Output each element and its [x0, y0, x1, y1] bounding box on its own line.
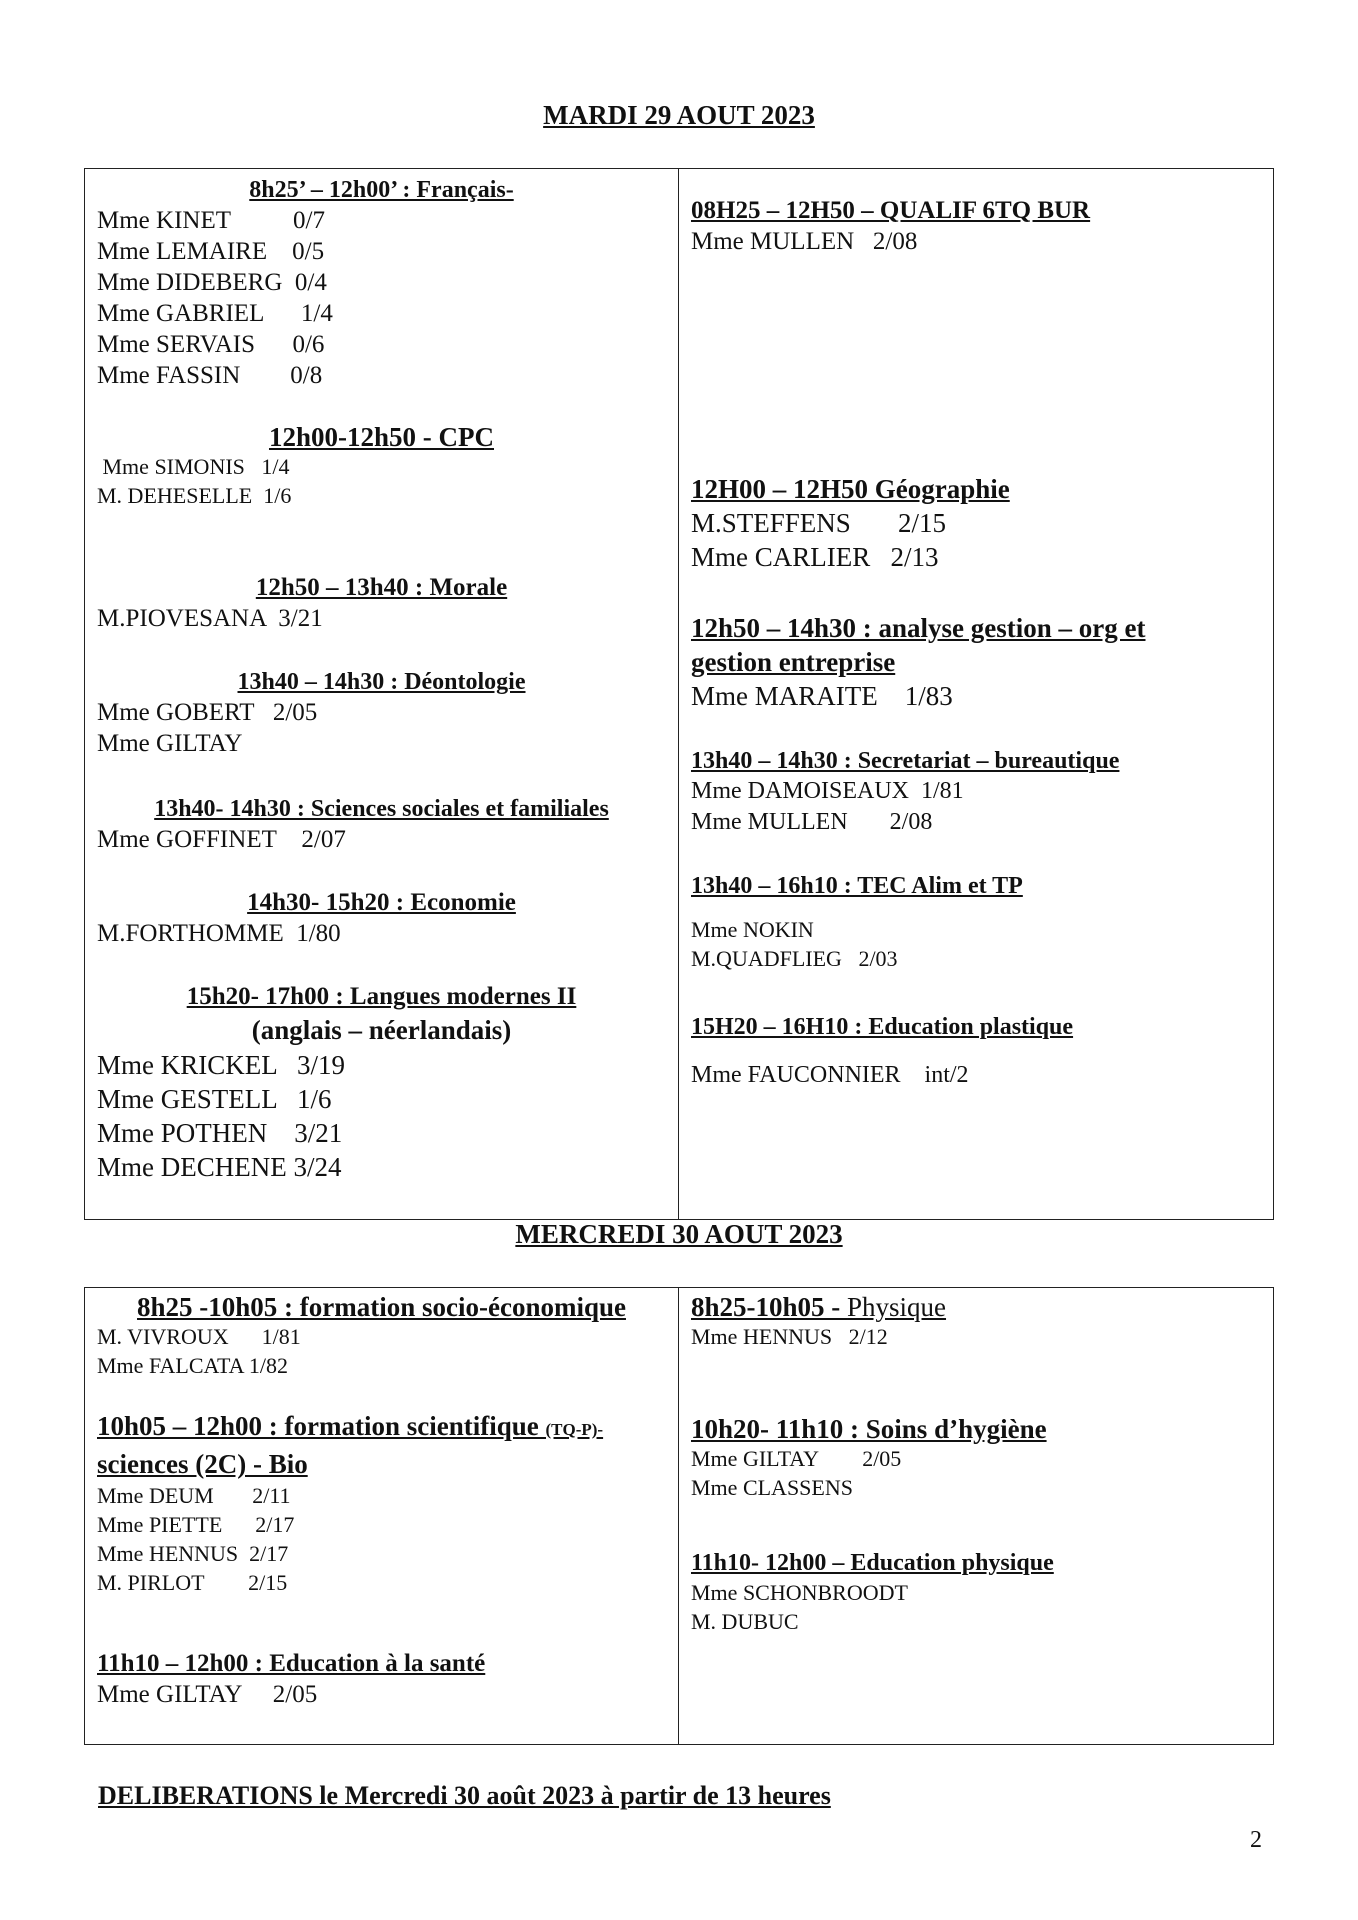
slot-heading [691, 1292, 1261, 1322]
teacher-row: Mme DEUM 2/11 [97, 1483, 291, 1508]
slot-heading-subject: Physique [847, 1292, 947, 1322]
slot-langues-modernes [97, 982, 666, 1184]
teacher-row: Mme PIETTE 2/17 [97, 1512, 295, 1537]
slot-heading: 13h40 – 14h30 : Secretariat – bureautique [691, 748, 1120, 774]
teacher-row: Mme MULLEN 2/08 [691, 228, 918, 255]
teacher-row: M.QUADFLIEG 2/03 [691, 946, 898, 971]
day2-left-column [85, 1288, 679, 1744]
slot-formation-scientifique [97, 1409, 666, 1597]
teacher-row: Mme GESTELL 1/6 [97, 1084, 332, 1114]
teacher-row: Mme HENNUS 2/12 [691, 1324, 888, 1349]
slot-francais [97, 175, 666, 391]
slot-subheading: (anglais – néerlandais) [251, 1015, 512, 1045]
teacher-row: Mme GILTAY [97, 730, 243, 757]
teacher-row: Mme FALCATA 1/82 [97, 1353, 288, 1378]
slot-heading: 10h20- 11h10 : Soins d’hygiène [691, 1414, 1047, 1444]
teacher-row: Mme LEMAIRE 0/5 [97, 238, 325, 265]
slot-heading-suffix: (TQ-P)- [545, 1420, 604, 1439]
teacher-row: Mme DECHENE 3/24 [97, 1152, 342, 1182]
slot-heading: 12h00-12h50 - CPC [268, 422, 494, 452]
slot-heading: 14h30- 15h20 : Economie [247, 889, 516, 916]
teacher-row: Mme GOBERT 2/05 [97, 699, 318, 726]
teacher-row: Mme POTHEN 3/21 [97, 1118, 343, 1148]
teacher-row: Mme GABRIEL 1/4 [97, 300, 333, 327]
slot-heading: 11h10- 12h00 – Education physique [691, 1550, 1054, 1576]
teacher-row: Mme DAMOISEAUX 1/81 [691, 778, 964, 804]
slot-secretariat [691, 746, 1261, 838]
slot-heading: 13h40- 14h30 : Sciences sociales et familiales [154, 796, 609, 822]
slot-heading: 8h25’ – 12h00’ : Français- [249, 177, 514, 203]
slot-heading: 8h25 -10h05 : formation socio-économique [137, 1292, 626, 1322]
teacher-row: Mme FAUCONNIER int/2 [691, 1062, 969, 1088]
slot-soins-hygiene [691, 1414, 1261, 1502]
teacher-row: Mme KRICKEL 3/19 [97, 1050, 345, 1080]
day1-left-column [85, 169, 679, 1219]
day1-title: MARDI 29 AOUT 2023 [543, 100, 815, 130]
slot-geographie [691, 472, 1261, 574]
day1-table [84, 168, 1274, 1220]
slot-qualif [691, 196, 1261, 257]
teacher-row: Mme HENNUS 2/17 [97, 1541, 289, 1566]
teacher-row: M. VIVROUX 1/81 [97, 1324, 301, 1349]
slot-heading: 08H25 – 12H50 – QUALIF 6TQ BUR [691, 197, 1091, 224]
teacher-row: Mme MULLEN 2/08 [691, 809, 933, 835]
slot-deontologie [97, 667, 666, 759]
slot-cpc [97, 422, 666, 510]
day1-right-column [679, 169, 1273, 1219]
teacher-row: Mme CARLIER 2/13 [691, 542, 939, 572]
slot-heading: 15H20 – 16H10 : Education plastique [691, 1014, 1074, 1040]
slot-heading: 13h40 – 14h30 : Déontologie [237, 669, 526, 695]
teacher-row: Mme GILTAY 2/05 [97, 1681, 318, 1708]
slot-heading: 12H00 – 12H50 Géographie [691, 474, 1010, 504]
teacher-row: Mme NOKIN [691, 917, 814, 942]
day2-title: MERCREDI 30 AOUT 2023 [515, 1219, 843, 1249]
deliberations-note: DELIBERATIONS le Mercredi 30 août 2023 à partir de 13 heures [98, 1781, 831, 1810]
slot-physique [691, 1292, 1261, 1351]
slot-heading: 15h20- 17h00 : Langues modernes II [186, 983, 577, 1010]
slot-education-plastique [691, 1012, 1261, 1091]
teacher-row: Mme KINET 0/7 [97, 207, 325, 234]
slot-formation-socio-economique [97, 1292, 666, 1380]
teacher-row: Mme SERVAIS 0/6 [97, 331, 325, 358]
teacher-row: Mme SIMONIS 1/4 [97, 454, 290, 479]
slot-heading: 12h50 – 13h40 : Morale [255, 574, 508, 601]
slot-heading-main: 8h25-10h05 - [691, 1292, 848, 1322]
slot-morale [97, 573, 666, 634]
slot-education-physique [691, 1548, 1261, 1636]
slot-tec-alim [691, 871, 1261, 973]
teacher-row: M.STEFFENS 2/15 [691, 508, 947, 538]
slot-sciences-sociales [97, 794, 666, 855]
teacher-row: Mme SCHONBROODT [691, 1580, 908, 1605]
teacher-row: M. DEHESELLE 1/6 [97, 483, 292, 508]
slot-heading-main: 10h05 – 12h00 : formation scientifique [97, 1411, 546, 1441]
slot-heading: 11h10 – 12h00 : Education à la santé [97, 1650, 486, 1677]
slot-economie [97, 888, 666, 949]
teacher-row: Mme MARAITE 1/83 [691, 681, 953, 711]
slot-heading-line2: gestion entreprise [691, 647, 896, 677]
slot-heading: 13h40 – 16h10 : TEC Alim et TP [691, 873, 1023, 899]
teacher-row: Mme FASSIN 0/8 [97, 362, 323, 389]
teacher-row: M.FORTHOMME 1/80 [97, 920, 341, 947]
slot-analyse-gestion [691, 611, 1261, 713]
teacher-row: M. PIRLOT 2/15 [97, 1570, 288, 1595]
teacher-row: Mme GILTAY 2/05 [691, 1446, 902, 1471]
day2-table [84, 1287, 1274, 1745]
teacher-row: M.PIOVESANA 3/21 [97, 605, 323, 632]
teacher-row: Mme CLASSENS [691, 1475, 853, 1500]
page-number: 2 [1250, 1827, 1262, 1853]
teacher-row: M. DUBUC [691, 1609, 799, 1634]
teacher-row: Mme GOFFINET 2/07 [97, 826, 346, 853]
teacher-row: Mme DIDEBERG 0/4 [97, 269, 327, 296]
slot-heading [97, 1409, 666, 1447]
slot-heading-line2: sciences (2C) - Bio [97, 1449, 308, 1479]
day2-right-column [679, 1288, 1273, 1744]
slot-heading: 12h50 – 14h30 : analyse gestion – org et [691, 613, 1146, 643]
slot-education-sante [97, 1649, 666, 1710]
